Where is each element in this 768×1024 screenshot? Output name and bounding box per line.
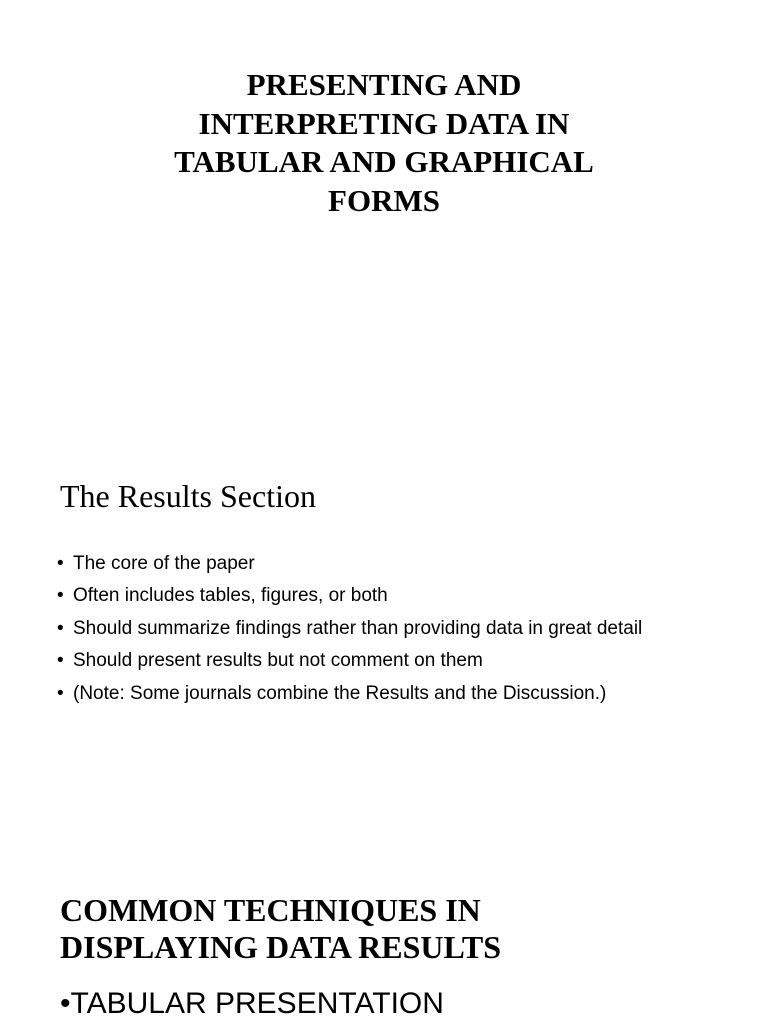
bullet-icon: • — [57, 617, 64, 639]
title-line: TABULAR AND GRAPHICAL — [174, 144, 594, 179]
bullet-icon: • — [57, 553, 64, 574]
bullet-list — [57, 548, 642, 710]
list-item — [57, 613, 642, 645]
title-line: INTERPRETING DATA IN — [198, 105, 570, 141]
list-item-text: TABULAR PRESENTATION — [70, 987, 444, 1020]
title-line: COMMON TECHNIQUES IN — [60, 892, 481, 928]
title-line: DISPLAYING DATA RESULTS — [60, 929, 502, 965]
list-item — [57, 645, 642, 677]
list-item — [57, 548, 642, 580]
slide-1 — [0, 0, 768, 430]
list-item-text: (Note: Some journals combine the Results and the Discussion.) — [73, 682, 607, 704]
list-item-text: Should summarize findings rather than providing data in great detail — [73, 617, 643, 639]
slide-2 — [0, 430, 768, 860]
bullet-icon: • — [57, 585, 64, 607]
list-item — [57, 580, 642, 612]
bullet-icon: • — [57, 650, 64, 672]
list-item-text: Often includes tables, figures, or both — [73, 585, 388, 607]
bullet-icon: • — [60, 987, 71, 1020]
bullet-icon: • — [57, 682, 64, 704]
section-title — [60, 892, 501, 966]
list-item — [57, 678, 642, 710]
list-item-text: The core of the paper — [73, 553, 255, 574]
list-item-text: Should present results but not comment on them — [73, 650, 483, 672]
slide-title — [100, 66, 668, 220]
section-title: The Results Section — [60, 478, 316, 514]
title-line: FORMS — [328, 182, 440, 218]
title-line: PRESENTING AND — [246, 67, 522, 102]
list-item — [60, 984, 444, 1024]
slide-3 — [0, 860, 768, 1024]
